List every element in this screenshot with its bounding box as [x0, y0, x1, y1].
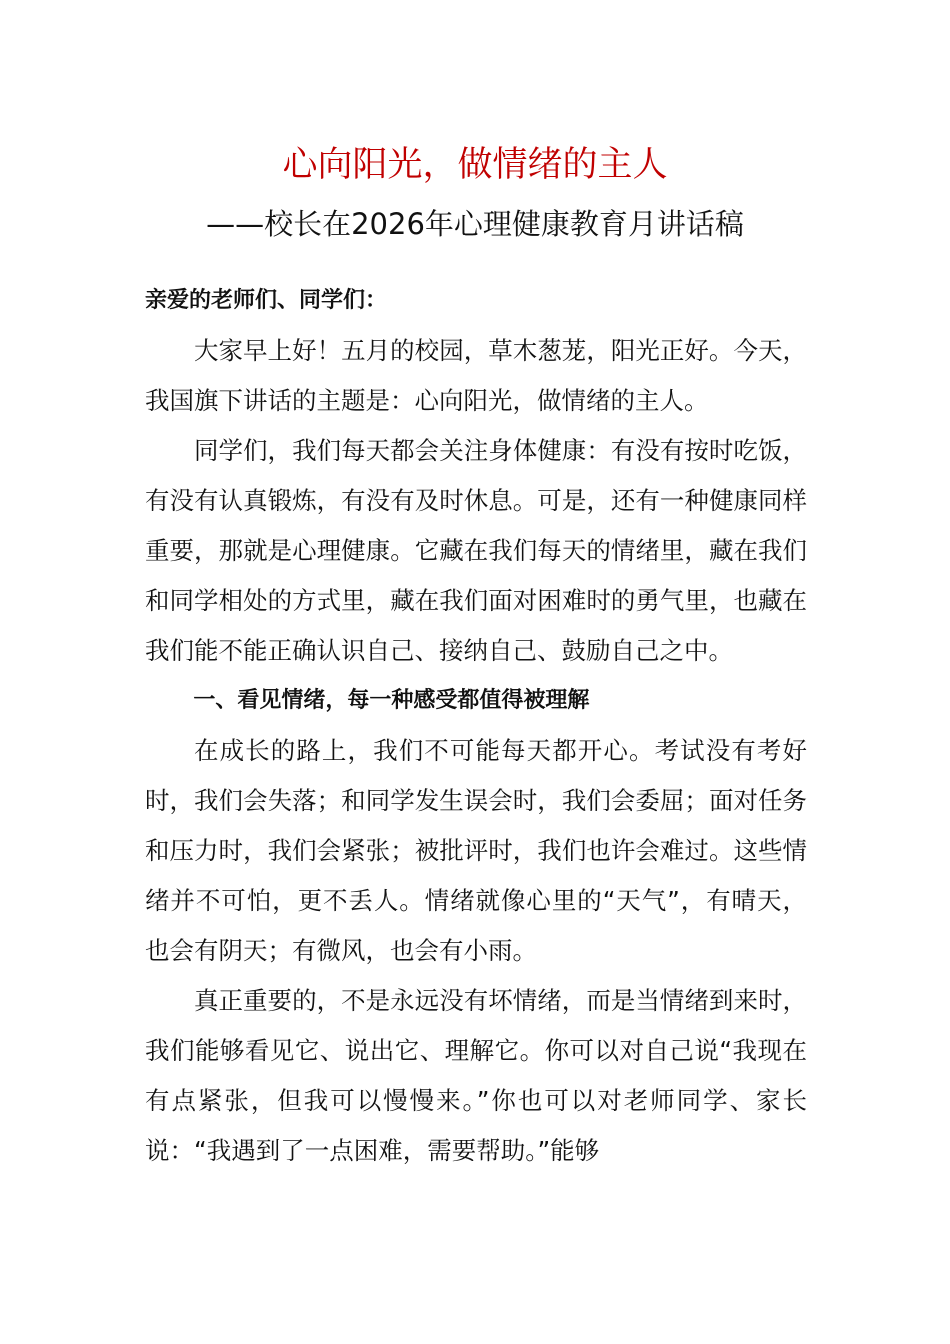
section1-paragraph-2: 真正重要的，不是永远没有坏情绪，而是当情绪到来时，我们能够看见它、说出它、理解它。你可以对自己说“我现在有点紧张，但我可以慢慢来。”你也可以对老师同学、家长说：“我遇到了一点困难，需要帮助。”能够 — [145, 986, 807, 1165]
paragraph-greeting: 大家早上好！五月的校园，草木葱茏，阳光正好。今天，我国旗下讲话的主题是：心向阳光，做情绪的主人。 — [145, 336, 807, 415]
document-body — [145, 276, 807, 1176]
document-title: 心向阳光，做情绪的主人 — [282, 145, 668, 185]
document-subtitle: ——校长在2026年心理健康教育月讲话稿 — [206, 207, 744, 241]
section1-paragraph-1: 在成长的路上，我们不可能每天都开心。考试没有考好时，我们会失落；和同学发生误会时，我们会委屈；面对任务和压力时，我们会紧张；被批评时，我们也许会难过。这些情绪并不可怕，更不丢人。情绪就像心里的“天气”，有晴天，也会有阴天；有微风，也会有小雨。 — [145, 736, 807, 965]
section-heading-1: 一、看见情绪，每一种感受都值得被理解 — [193, 688, 590, 713]
salutation: 亲爱的老师们、同学们： — [145, 288, 388, 313]
paragraph-intro: 同学们，我们每天都会关注身体健康：有没有按时吃饭，有没有认真锻炼，有没有及时休息。可是，还有一种健康同样重要，那就是心理健康。它藏在我们每天的情绪里，藏在我们和同学相处的方式里，藏在我们面对困难时的勇气里，也藏在我们能不能正确认识自己、接纳自己、鼓励自己之中。 — [145, 436, 807, 665]
